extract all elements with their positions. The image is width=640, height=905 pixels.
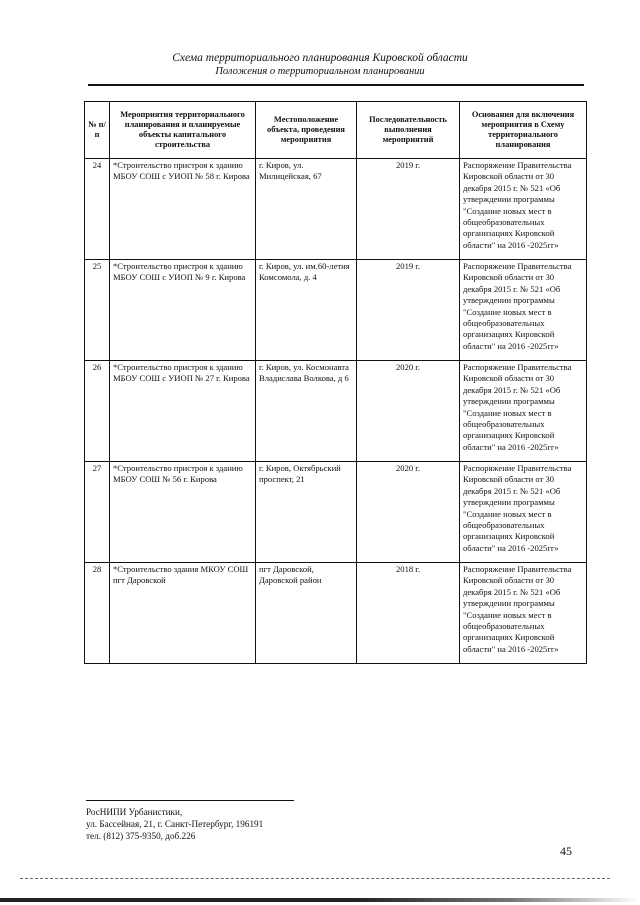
- row-location: г. Киров, Октябрьский проспект, 21: [256, 462, 357, 563]
- row-location: г. Киров, ул. Милицейская, 67: [256, 159, 357, 260]
- row-event: *Строительство пристроя к зданию МБОУ СОШ с УИОП № 9 г. Кирова: [110, 260, 256, 361]
- footer-divider: [86, 800, 294, 801]
- row-location: пгт Даровской, Даровской район: [256, 563, 357, 664]
- row-location: г. Киров, ул. им.60-летия Комсомола, д. 4: [256, 260, 357, 361]
- col-header-event: Мероприятия территориального планирования и планируемые объекты капитального строительства: [110, 102, 256, 159]
- document-subtitle: Положения о территориальном планировании: [215, 66, 425, 77]
- row-event: *Строительство пристроя к зданию МБОУ СОШ с УИОП № 58 г. Кирова: [110, 159, 256, 260]
- page-number: 45: [560, 844, 572, 858]
- row-event: *Строительство здания МКОУ СОШ пгт Даровской: [110, 563, 256, 664]
- col-header-location: Местоположение объекта, проведения мероприятия: [256, 102, 357, 159]
- row-sequence: 2019 г.: [357, 260, 460, 361]
- row-sequence: 2020 г.: [357, 462, 460, 563]
- row-sequence: 2018 г.: [357, 563, 460, 664]
- row-basis: Распоряжение Правительства Кировской области от 30 декабря 2015 г. № 521 «Об утверждении программы "Создание новых мест в общеобразовательных организациях Кировской области" на 2016 -2025гг»: [460, 563, 587, 664]
- row-number: 25: [85, 260, 110, 361]
- table-row: [85, 361, 587, 462]
- row-location: г. Киров, ул. Космонавта Владислава Волкова, д 6: [256, 361, 357, 462]
- row-number: 24: [85, 159, 110, 260]
- table-row: [85, 260, 587, 361]
- document-title: Схема территориального планирования Кировской области: [172, 52, 468, 64]
- footer-address: ул. Бассейная, 21, г. Санкт-Петербург, 196191: [86, 819, 264, 829]
- table-row: [85, 462, 587, 563]
- scan-artifact-bar: [0, 898, 640, 902]
- header-divider: [88, 84, 584, 86]
- col-header-basis: Основания для включения мероприятия в Схему территориального планирования: [460, 102, 587, 159]
- row-number: 28: [85, 563, 110, 664]
- row-number: 27: [85, 462, 110, 563]
- row-basis: Распоряжение Правительства Кировской области от 30 декабря 2015 г. № 521 «Об утверждении программы "Создание новых мест в общеобразовательных организациях Кировской области" на 2016 -2025гг»: [460, 361, 587, 462]
- planning-table: [84, 101, 587, 664]
- row-sequence: 2020 г.: [357, 361, 460, 462]
- row-basis: Распоряжение Правительства Кировской области от 30 декабря 2015 г. № 521 «Об утверждении программы "Создание новых мест в общеобразовательных организациях Кировской области" на 2016 -2025гг»: [460, 462, 587, 563]
- row-sequence: 2019 г.: [357, 159, 460, 260]
- scan-artifact-line: [20, 878, 610, 879]
- row-event: *Строительство пристроя к зданию МБОУ СОШ № 56 г. Кирова: [110, 462, 256, 563]
- footer-phone: тел. (812) 375-9350, доб.226: [86, 831, 196, 841]
- row-number: 26: [85, 361, 110, 462]
- col-header-number: № п/п: [85, 102, 110, 159]
- footer-org: РосНИПИ Урбанистики,: [86, 807, 183, 817]
- table-row: [85, 563, 587, 664]
- row-basis: Распоряжение Правительства Кировской области от 30 декабря 2015 г. № 521 «Об утверждении программы "Создание новых мест в общеобразовательных организациях Кировской области" на 2016 -2025гг»: [460, 260, 587, 361]
- row-event: *Строительство пристроя к зданию МБОУ СОШ с УИОП № 27 г. Кирова: [110, 361, 256, 462]
- footer-contact: [86, 806, 263, 842]
- table-header-row: [85, 102, 587, 159]
- table-row: [85, 159, 587, 260]
- row-basis: Распоряжение Правительства Кировской области от 30 декабря 2015 г. № 521 «Об утверждении программы "Создание новых мест в общеобразовательных организациях Кировской области" на 2016 -2025гг»: [460, 159, 587, 260]
- col-header-sequence: Последовательность выполнения мероприятий: [357, 102, 460, 159]
